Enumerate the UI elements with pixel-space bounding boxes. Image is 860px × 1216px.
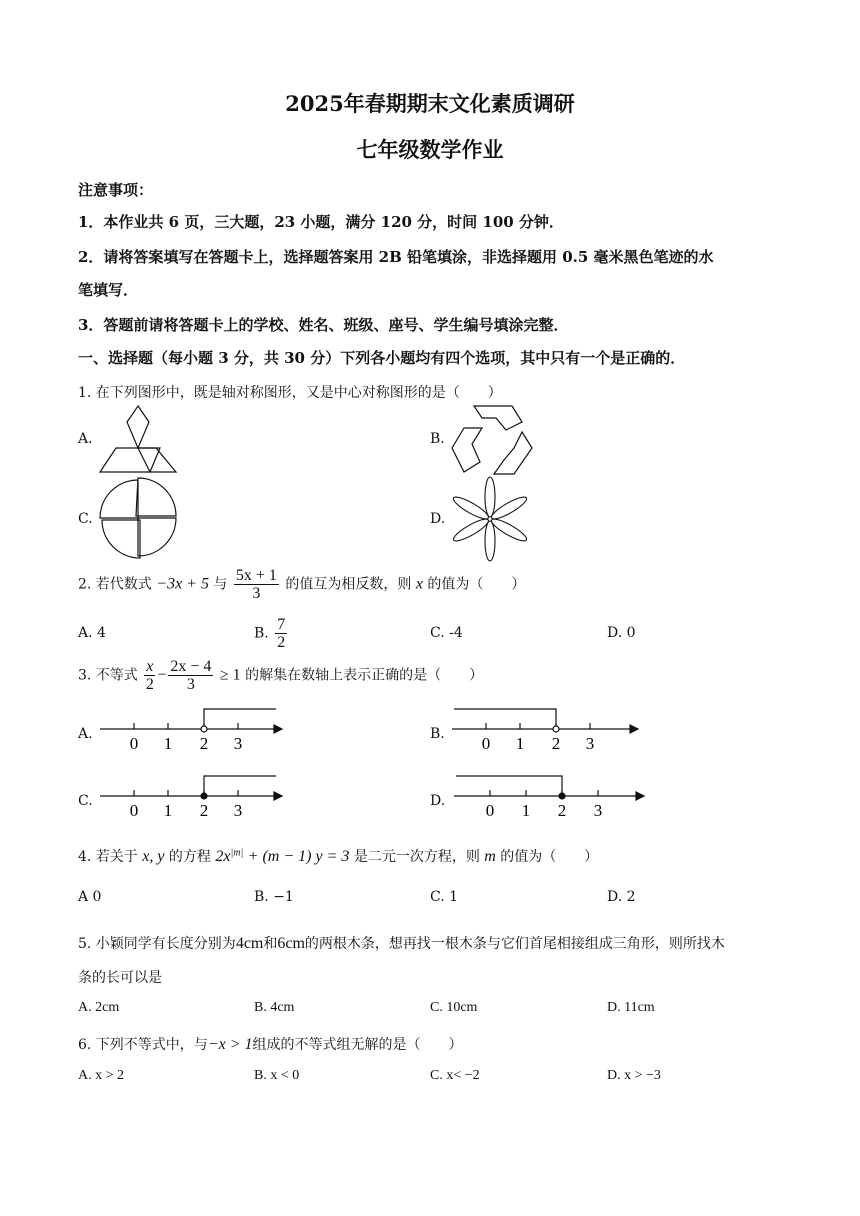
q2-option-d: D. 0 bbox=[607, 625, 636, 641]
q3-fraction-1-num: x bbox=[146, 658, 154, 675]
q2-option-b-fraction bbox=[275, 616, 287, 651]
q2-fraction bbox=[234, 567, 279, 602]
q4-option-a: A 0 bbox=[78, 889, 102, 905]
q3a-tick-1: 1 bbox=[163, 734, 173, 753]
q3d-tick-3: 3 bbox=[593, 801, 603, 820]
q2-fraction-den: 3 bbox=[252, 585, 261, 602]
q2-option-c: C. -4 bbox=[430, 625, 463, 641]
q4-text-3: 是二元一次方程，则 bbox=[353, 849, 480, 865]
q2-fraction-num: 5x + 1 bbox=[235, 567, 277, 584]
q3-stem bbox=[78, 658, 483, 693]
q2-option-b bbox=[254, 616, 289, 651]
q6-text-2: 组成的不等式组无解的是（ ） bbox=[252, 1037, 463, 1053]
q4-stem bbox=[78, 846, 598, 866]
q4-vars: x, y bbox=[142, 848, 165, 865]
q2-option-b-label: B. bbox=[254, 625, 269, 642]
q3-option-d-label: D. bbox=[430, 793, 446, 809]
q4-exponent: |m| bbox=[230, 847, 244, 859]
q5-option-c: C. 10cm bbox=[430, 1000, 478, 1015]
q3-fraction-2-num: 2x − 4 bbox=[170, 658, 212, 675]
q2-option-a: A. 4 bbox=[78, 625, 106, 641]
q5-value-2: 6cm bbox=[277, 935, 305, 952]
q5-stem-line2: 条的长可以是 bbox=[78, 970, 162, 986]
q4-var-m: m bbox=[484, 848, 496, 865]
q1-option-b-label: B. bbox=[430, 431, 445, 447]
q3-option-c-label: C. bbox=[78, 793, 93, 809]
q4-text-1: 4. 若关于 bbox=[78, 849, 138, 865]
q3b-tick-3: 3 bbox=[585, 734, 595, 753]
q2-text-2: 与 bbox=[213, 576, 228, 593]
q6-option-a: A. x > 2 bbox=[78, 1068, 125, 1083]
section-heading: 一、选择题（每小题 3 分，共 30 分）下列各小题均有四个选项，其中只有一个是正确的． bbox=[78, 349, 686, 367]
q3b-tick-0: 0 bbox=[481, 734, 491, 753]
q3-option-b-label: B. bbox=[430, 726, 445, 742]
q1-figure-c-pinwheel bbox=[98, 478, 182, 558]
q3-option-a-label: A. bbox=[78, 726, 93, 742]
q1-figure-d-petals bbox=[448, 478, 532, 560]
q5-option-a: A. 2cm bbox=[78, 1000, 120, 1015]
q5-text-1: 5. 小颖同学有长度分别为 bbox=[78, 936, 236, 952]
q5-value-1: 4cm bbox=[235, 935, 264, 952]
q3-number-line-a bbox=[98, 705, 288, 755]
q3c-tick-1: 1 bbox=[163, 801, 173, 820]
note-1: 1．本作业共 6 页，三大题，23 小题，满分 120 分，时间 100 分钟． bbox=[78, 213, 564, 231]
q2-option-b-den: 2 bbox=[277, 634, 286, 651]
q3-number-line-b bbox=[450, 705, 645, 755]
q3a-tick-2: 2 bbox=[199, 734, 209, 753]
q5-text-3: 的两根木条，想再找一根木条与它们首尾相接组成三角形，则所找木 bbox=[304, 936, 725, 952]
q6-option-d: D. x > −3 bbox=[607, 1068, 661, 1083]
q1-option-d-label: D. bbox=[430, 511, 446, 527]
q3-number-line-c bbox=[98, 772, 288, 822]
q2-variable: x bbox=[415, 575, 423, 593]
q5-text-2: 和 bbox=[263, 936, 278, 952]
q1-figure-a-rhombi bbox=[98, 404, 178, 476]
q2-stem bbox=[78, 567, 525, 602]
q3-fraction-1 bbox=[144, 658, 155, 693]
q2-expression: −3x + 5 bbox=[156, 575, 209, 593]
q3-fraction-2 bbox=[168, 658, 213, 693]
q3-number-line-d bbox=[452, 772, 652, 822]
q2-text-1: 2. 若代数式 bbox=[78, 576, 152, 593]
q3b-tick-1: 1 bbox=[515, 734, 525, 753]
q3b-tick-2: 2 bbox=[551, 734, 561, 753]
q3a-tick-3: 3 bbox=[233, 734, 243, 753]
q5-option-d: D. 11cm bbox=[607, 1000, 655, 1015]
q4-eq-left: 2x bbox=[215, 848, 231, 865]
q5-stem-line1 bbox=[78, 933, 725, 953]
q3c-tick-2: 2 bbox=[199, 801, 209, 820]
q6-option-b: B. x < 0 bbox=[254, 1068, 300, 1083]
q6-stem bbox=[78, 1034, 463, 1054]
q2-option-b-num: 7 bbox=[277, 616, 286, 633]
q1-stem: 1. 在下列图形中，既是轴对称图形，又是中心对称图形的是（ ） bbox=[78, 385, 502, 401]
q3d-tick-1: 1 bbox=[521, 801, 531, 820]
q2-text-4: 的值为（ ） bbox=[427, 576, 526, 593]
q3-minus: − bbox=[157, 666, 167, 684]
q6-inequality: −x > 1 bbox=[207, 1036, 253, 1053]
q1-option-c-label: C. bbox=[78, 511, 93, 527]
q1-option-a-label: A. bbox=[78, 431, 93, 447]
note-2-line1: 2．请将答案填写在答题卡上，选择题答案用 2B 铅笔填涂，非选择题用 0.5 毫米黑色笔迹的水 bbox=[78, 248, 714, 266]
q3-fraction-1-den: 2 bbox=[145, 676, 154, 693]
q2-text-3: 的值互为相反数，则 bbox=[285, 576, 412, 593]
q4-text-4: 的值为（ ） bbox=[500, 849, 599, 865]
page-subtitle: 七年级数学作业 bbox=[356, 137, 504, 162]
notes-heading: 注意事项： bbox=[78, 181, 154, 199]
q3d-tick-2: 2 bbox=[557, 801, 567, 820]
q3d-tick-0: 0 bbox=[485, 801, 495, 820]
q4-option-c: C. 1 bbox=[430, 889, 459, 905]
q3-fraction-2-den: 3 bbox=[186, 676, 195, 693]
q3a-tick-0: 0 bbox=[129, 734, 139, 753]
q4-option-b: B. −1 bbox=[254, 889, 294, 905]
q3-rhs: ≥ 1 bbox=[219, 666, 241, 684]
q6-option-c: C. x< −2 bbox=[430, 1068, 480, 1083]
q4-option-d: D. 2 bbox=[607, 889, 636, 905]
note-3: 3．答题前请将答题卡上的学校、姓名、班级、座号、学生编号填涂完整． bbox=[78, 316, 569, 334]
q3c-tick-3: 3 bbox=[233, 801, 243, 820]
q3-text-2: 的解集在数轴上表示正确的是（ ） bbox=[245, 667, 484, 684]
page-title: 2025年春期期末文化素质调研 bbox=[285, 91, 575, 116]
q1-figure-b-hexagons bbox=[450, 404, 534, 476]
q4-eq-right: + (m − 1) y = 3 bbox=[247, 848, 350, 865]
q3c-tick-0: 0 bbox=[129, 801, 139, 820]
note-2-line2: 笔填写． bbox=[78, 281, 139, 299]
q3-text-1: 3. 不等式 bbox=[78, 667, 138, 684]
q6-text-1: 6. 下列不等式中，与 bbox=[78, 1037, 208, 1053]
q4-text-2: 的方程 bbox=[168, 849, 211, 865]
q5-option-b: B. 4cm bbox=[254, 1000, 295, 1015]
